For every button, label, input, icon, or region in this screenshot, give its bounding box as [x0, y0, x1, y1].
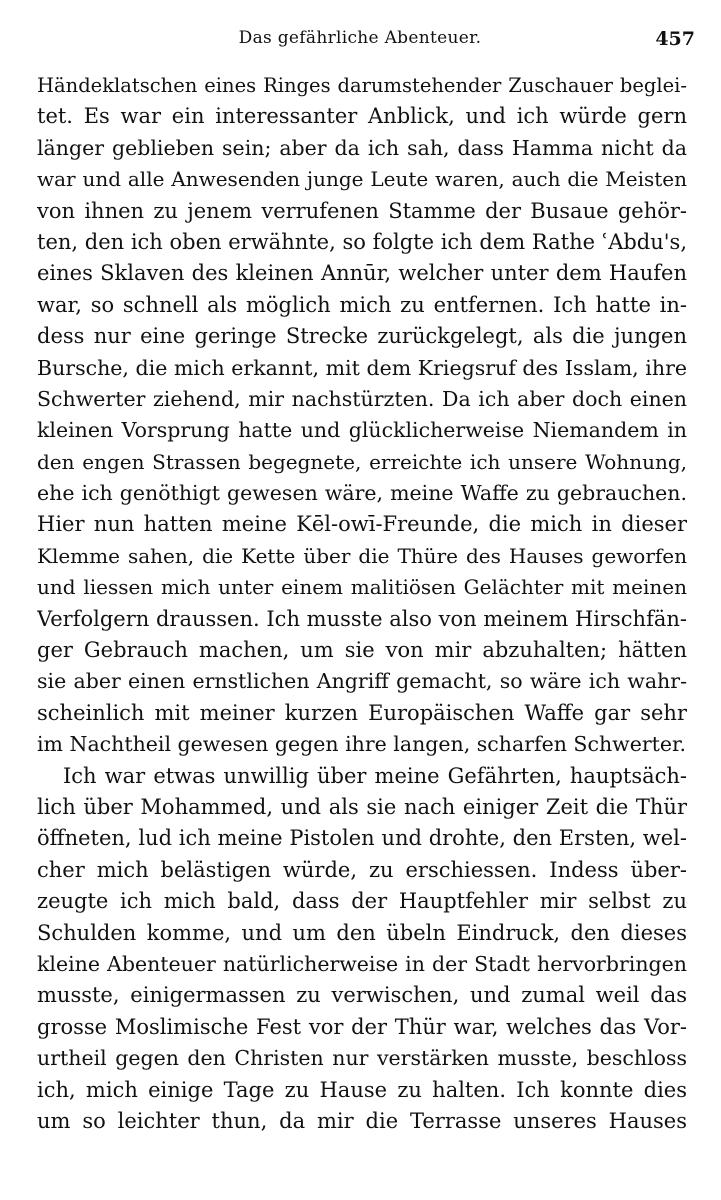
running-head [0, 28, 721, 58]
text-line: den engen Strassen begegnete, erreichte ich unsere Wohnung, [37, 449, 687, 474]
text-line: ger Gebrauch machen, um sie von mir abzuhalten; hätten [37, 638, 687, 663]
text-line: ehe ich genöthigt gewesen wäre, meine Waffe zu gebrauchen. [37, 481, 687, 506]
text-line: kleinen Vorsprung hatte und glücklicherweise Niemandem in [37, 418, 687, 443]
text-line: ich, mich einige Tage zu Hause zu halten. Ich konnte dies [37, 1077, 687, 1102]
text-line: war, so schnell als möglich mich zu entfernen. Ich hatte in- [37, 292, 687, 317]
text-line: öffneten, lud ich meine Pistolen und drohte, den Ersten, wel- [37, 826, 687, 851]
text-line: und liessen mich unter einem malitiösen Gelächter mit meinen [37, 575, 687, 600]
paragraph-start-line: Ich war etwas unwillig über meine Gefährten, hauptsäch- [63, 763, 687, 788]
text-line: zeugte ich mich bald, dass der Hauptfehler mir selbst zu [37, 889, 687, 914]
text-line: lich über Mohammed, und als sie nach einiger Zeit die Thür [37, 794, 687, 819]
text-line: Schulden komme, und um den übeln Eindruck, den dieses [37, 920, 687, 945]
text-line: cher mich belästigen würde, zu erschiessen. Indess über- [37, 857, 687, 882]
text-line: sie aber einen ernstlichen Angriff gemacht, so wäre ich wahr- [37, 669, 687, 694]
text-line: Bursche, die mich erkannt, mit dem Kriegsruf des Isslam, ihre [37, 355, 687, 380]
text-line: länger geblieben sein; aber da ich sah, dass Hamma nicht da [37, 135, 687, 160]
text-line: um so leichter thun, da mir die Terrasse unseres Hauses [37, 1108, 687, 1133]
text-line: kleine Abenteuer natürlicherweise in der Stadt hervorbringen [37, 951, 687, 976]
text-line: eines Sklaven des kleinen Annūr, welcher unter dem Haufen [37, 261, 687, 286]
text-line: Verfolgern draussen. Ich musste also von meinem Hirschfän- [37, 606, 687, 631]
running-title: Das gefährliche Abenteuer. [238, 28, 482, 48]
paragraph-end-line: im Nachtheil gewesen gegen ihre langen, scharfen Schwerter. [37, 732, 687, 757]
text-line: urtheil gegen den Christen nur verstärken musste, beschloss [37, 1046, 687, 1071]
text-line: Händeklatschen eines Ringes darumstehender Zuschauer beglei- [37, 74, 687, 97]
text-line: von ihnen zu jenem verrufenen Stamme der Busaue gehör- [37, 198, 687, 223]
text-line: dess nur eine geringe Strecke zurückgelegt, als die jungen [37, 324, 687, 349]
text-line: grosse Moslimische Fest vor der Thür war, welches das Vor- [37, 1014, 687, 1039]
page-number: 457 [655, 28, 695, 50]
text-line: scheinlich mit meiner kurzen Europäischen Waffe gar sehr [37, 700, 687, 725]
text-line: ten, den ich oben erwähnte, so folgte ich dem Rathe ʿAbdu's, [37, 229, 687, 254]
text-line: tet. Es war ein interessanter Anblick, und ich würde gern [37, 104, 687, 129]
text-line: Klemme sahen, die Kette über die Thüre des Hauses geworfen [37, 543, 687, 568]
text-line: war und alle Anwesenden junge Leute waren, auch die Meisten [37, 167, 687, 192]
text-line: musste, einigermassen zu verwischen, und zumal weil das [37, 983, 687, 1008]
text-line: Schwerter ziehend, mir nachstürzten. Da ich aber doch einen [37, 386, 687, 411]
body-text [37, 70, 687, 1137]
text-line: Hier nun hatten meine Kēl-owī-Freunde, die mich in dieser [37, 512, 687, 537]
